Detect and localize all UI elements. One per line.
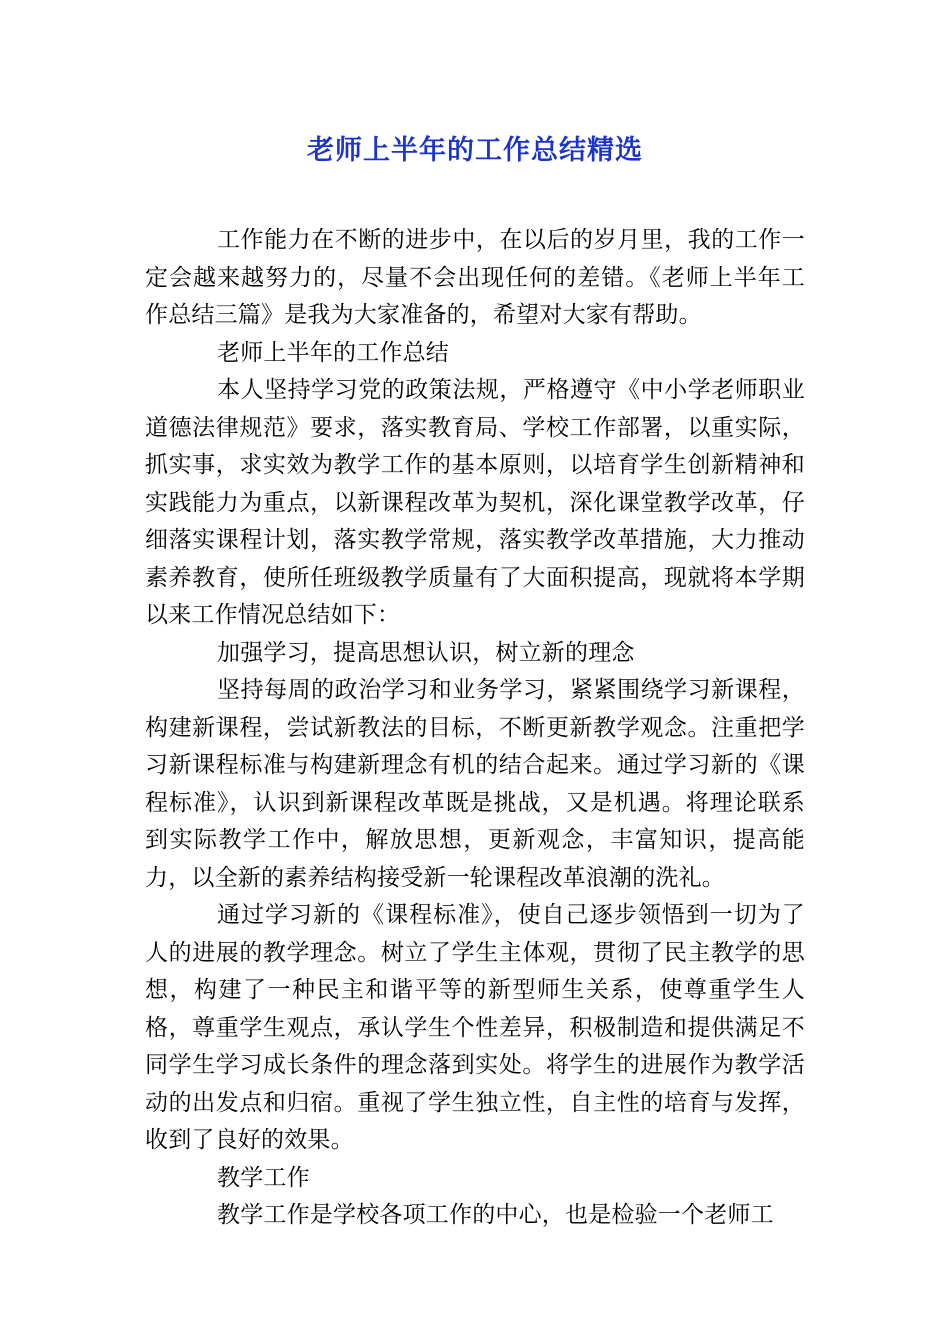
section-heading: 老师上半年的工作总结 xyxy=(217,339,449,366)
body-paragraph: 坚持每周的政治学习和业务学习，紧紧围绕学习新课程，构建新课程，尝试新教法的目标，不断更新教学观念。注重把学习新课程标准与构建新理念有机的结合起来。通过学习新的《课程标准》，认识到新课程改革既是挑战，又是机遇。将理论联系到实际教学工作中，解放思想，更新观念，丰富知识，提高能力，以全新的素养结构接受新一轮课程改革浪潮的洗礼。 xyxy=(145,677,805,891)
document-body xyxy=(145,222,805,1235)
body-paragraph: 教学工作是学校各项工作的中心，也是检验一个老师工 xyxy=(217,1202,774,1228)
section-heading: 加强学习，提高思想认识，树立新的理念 xyxy=(217,639,635,666)
body-paragraph: 通过学习新的《课程标准》，使自己逐步领悟到一切为了人的进展的教学理念。树立了学生主体观，贯彻了民主教学的思想，构建了一种民主和谐平等的新型师生关系，使尊重学生人格，尊重学生观点，承认学生个性差异，积极制造和提供满足不同学生学习成长条件的理念落到实处。将学生的进展作为教学活动的出发点和归宿。重视了学生独立性，自主性的培育与发挥，收到了良好的效果。 xyxy=(145,902,805,1153)
section-heading: 教学工作 xyxy=(217,1164,310,1191)
body-paragraph: 本人坚持学习党的政策法规，严格遵守《中小学老师职业道德法律规范》要求，落实教育局、学校工作部署，以重实际，抓实事，求实效为教学工作的基本原则，以培育学生创新精神和实践能力为重点，以新课程改革为契机，深化课堂教学改革，仔细落实课程计划，落实教学常规，落实教学改革措施，大力推动素养教育，使所任班级教学质量有了大面积提高，现就将本学期以来工作情况总结如下： xyxy=(145,377,805,628)
intro-paragraph: 工作能力在不断的进步中，在以后的岁月里，我的工作一定会越来越努力的，尽量不会出现任何的差错。《老师上半年工作总结三篇》是我为大家准备的，希望对大家有帮助。 xyxy=(145,227,805,328)
document-title: 老师上半年的工作总结精选 xyxy=(307,135,643,166)
